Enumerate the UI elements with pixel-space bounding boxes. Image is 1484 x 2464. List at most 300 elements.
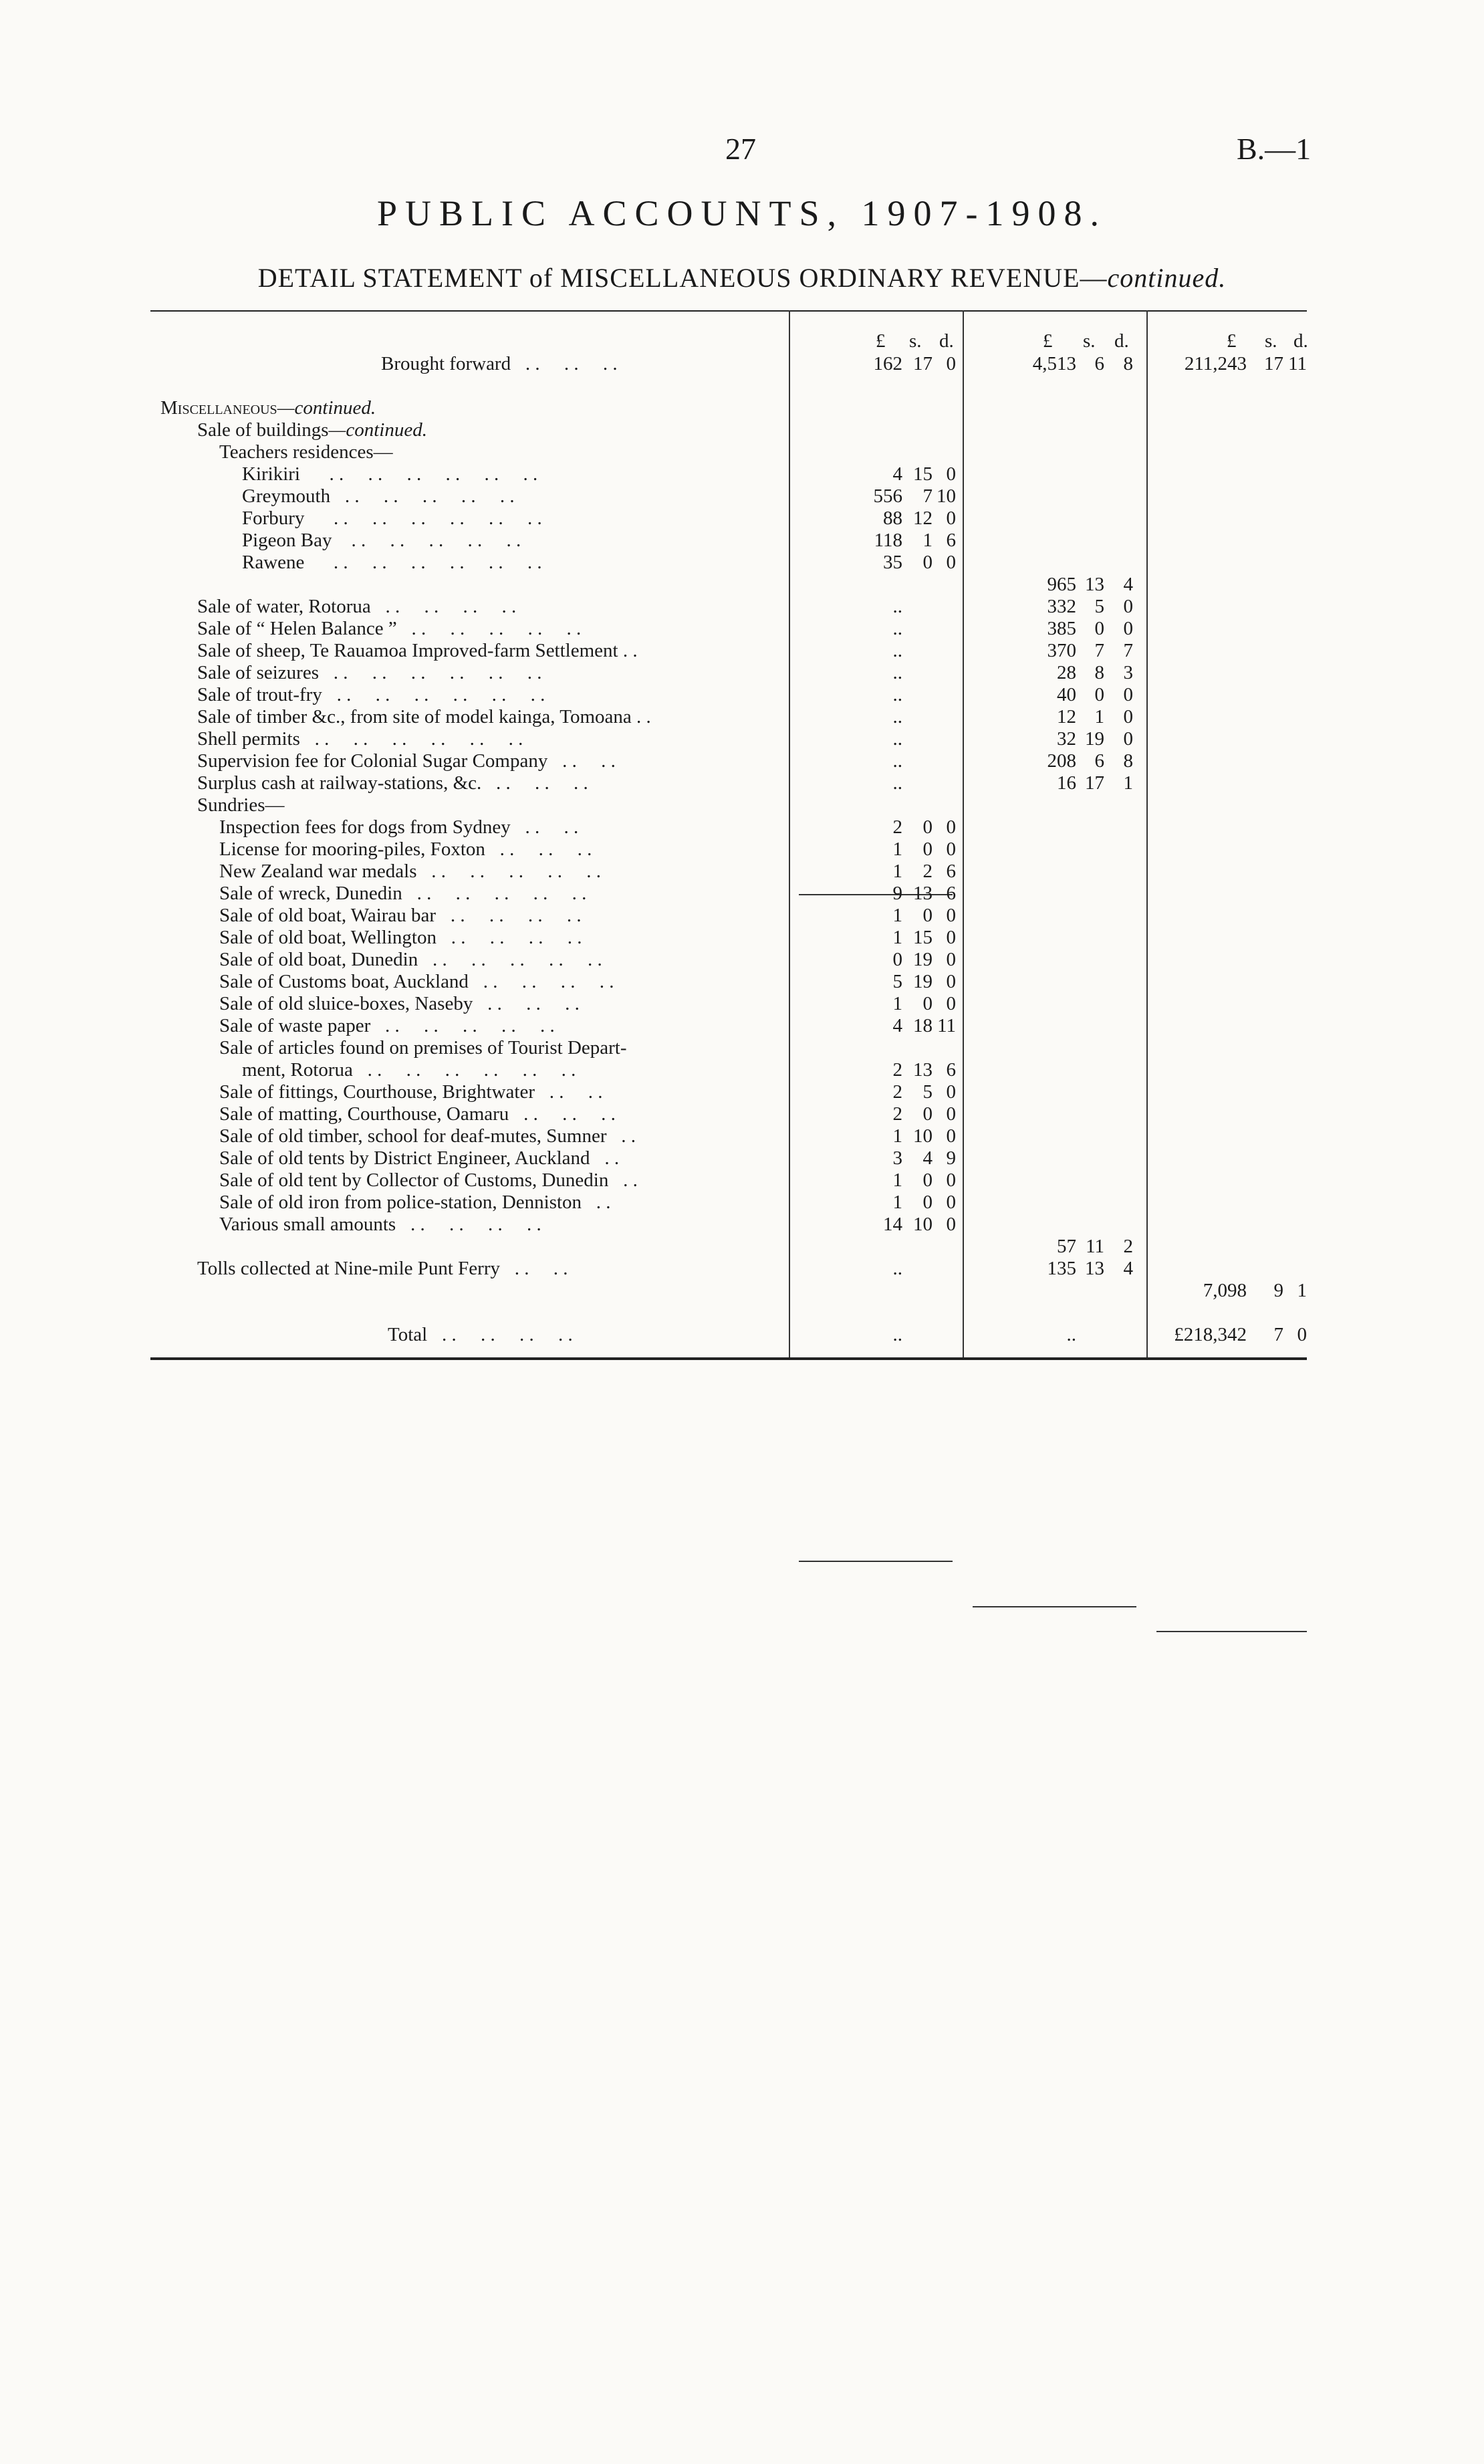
c1-pence: 0 [946, 508, 956, 529]
c1-shillings: 0 [922, 838, 933, 860]
c1-shillings: 19 [913, 949, 933, 970]
c1-shillings: 0 [922, 993, 933, 1014]
description-text: Supervision fee for Colonial Sugar Company [197, 750, 548, 772]
c1-pence: 0 [946, 463, 956, 485]
c1-shillings: 10 [913, 1214, 933, 1235]
leader-dots: . . . . . . [511, 353, 618, 374]
c3-shillings: 9 [1273, 1280, 1283, 1301]
row-description [219, 816, 578, 838]
row-description [219, 1015, 555, 1037]
c1-shillings: 0 [922, 816, 933, 838]
c2-pence: 0 [1123, 618, 1133, 639]
ledger-row [150, 684, 1307, 706]
c2-pence: 3 [1123, 662, 1133, 683]
c1-pounds: 2 [892, 1059, 902, 1081]
c1-pence: 6 [946, 861, 956, 882]
c3-shillings: 7 [1273, 1324, 1283, 1345]
c1-pounds: 2 [892, 1103, 902, 1125]
ledger-row [150, 1147, 1307, 1169]
ledger-row [150, 574, 1307, 596]
description-text: Sale of old iron from police-station, Denniston [219, 1192, 582, 1213]
ledger-row [150, 905, 1307, 927]
leader-dots: . . . . . . . . . . . . [304, 552, 542, 573]
ledger-row [150, 861, 1307, 883]
c2-shillings: 0 [1094, 618, 1104, 639]
description-text: Inspection fees for dogs from Sydney [219, 816, 511, 838]
ledger-row [150, 441, 1307, 463]
ledger-row [150, 772, 1307, 794]
ledger-row [150, 485, 1307, 508]
row-description [197, 596, 516, 618]
leader-dots: . . . . [510, 816, 579, 838]
continued-label: —continued. [277, 397, 376, 419]
c1-pounds: 88 [883, 508, 902, 529]
c3-pence: 1 [1297, 1280, 1307, 1301]
c1-pounds: 1 [892, 1192, 902, 1213]
description-text: Sale of old boat, Dunedin [219, 949, 418, 970]
ledger-row [150, 706, 1307, 728]
leader-dots: . . . . . . . . . . . . [319, 662, 542, 683]
leader-dots: . . . . . . . . . . [402, 883, 587, 904]
row-description [219, 971, 614, 993]
col1-header-shilling: s. [909, 330, 922, 352]
subtitle-main: DETAIL STATEMENT of MISCELLANEOUS ORDINARY REVENUE— [257, 263, 1108, 293]
c1-shillings: 2 [922, 861, 933, 882]
row-description [197, 1258, 568, 1280]
row-description [242, 552, 542, 574]
ledger-row [150, 838, 1307, 861]
c2-shillings: 13 [1085, 574, 1104, 595]
c1-pounds: 2 [892, 816, 902, 838]
c2-pence: 2 [1123, 1236, 1133, 1257]
c1-pence: 0 [946, 971, 956, 992]
c1-pounds: 1 [892, 927, 902, 948]
c1-shillings: 12 [913, 508, 933, 529]
c1-shillings: 0 [922, 1169, 933, 1191]
leader-dots: . . . . . . . . [427, 1324, 573, 1345]
ledger-row [150, 1059, 1307, 1081]
leader-dots: . . . . . . . . . . . . [300, 463, 538, 485]
c1-shillings: 13 [913, 883, 933, 904]
c2-shillings: 0 [1094, 684, 1104, 705]
revenue-table [150, 310, 1307, 1360]
c2-shillings: 19 [1085, 728, 1104, 750]
description-text: Greymouth [242, 485, 331, 507]
ledger-row [150, 1015, 1307, 1037]
col2-header-pence: d. [1114, 330, 1129, 352]
c1-pounds: .. [892, 618, 902, 639]
c2-shillings: 8 [1094, 662, 1104, 683]
c1-pounds: 2 [892, 1081, 902, 1103]
row-description [197, 706, 651, 728]
ledger-row [150, 1214, 1307, 1236]
leader-dots: . . . . . . . . . . [396, 618, 582, 639]
c1-pence: 0 [946, 1103, 956, 1125]
c1-pounds: 14 [883, 1214, 902, 1235]
c1-pounds: 1 [892, 861, 902, 882]
row-description [219, 927, 582, 949]
row-description [160, 397, 376, 419]
c1-shillings: 0 [922, 1103, 933, 1125]
c2-shillings: 6 [1094, 750, 1104, 772]
subtotal-rule-4 [1156, 1631, 1307, 1632]
row-description [219, 1169, 638, 1192]
c1-pence: 0 [946, 816, 956, 838]
c1-pence: 0 [946, 1169, 956, 1191]
leader-dots: . . . . . . . . . . . . [322, 684, 545, 705]
row-description [219, 1125, 636, 1147]
c1-pence: 0 [946, 1125, 956, 1147]
c1-pounds: .. [892, 662, 902, 683]
col3-header-pound: £ [1227, 330, 1237, 352]
c1-pounds: .. [892, 1258, 902, 1279]
c1-pounds: 5 [892, 971, 902, 992]
description-text: Surplus cash at railway-stations, &c. [197, 772, 482, 794]
leader-dots: . . [606, 1125, 636, 1147]
c1-pounds: .. [892, 750, 902, 772]
c1-shillings: 15 [913, 463, 933, 485]
description-text: Sale of trout-fry [197, 684, 322, 705]
table-top-rule [150, 310, 1307, 312]
leader-dots: . . . . . . . . [436, 905, 582, 926]
c1-pounds: 556 [873, 485, 902, 507]
c2-pounds: 57 [1057, 1236, 1076, 1257]
description-text: New Zealand war medals [219, 861, 417, 882]
leader-dots: . . . . . . . . . . [330, 485, 515, 507]
section-heading: Miscellaneous [160, 397, 277, 419]
description-text: Total [388, 1324, 428, 1345]
c2-pence: 4 [1123, 574, 1133, 595]
leader-dots: . . [608, 1169, 638, 1191]
description-text: Sundries— [197, 794, 285, 816]
leader-dots: . . . . . . . . . . [416, 861, 602, 882]
ledger-row [150, 971, 1307, 993]
c2-pence: 0 [1123, 706, 1133, 727]
c1-shillings: 0 [922, 905, 933, 926]
row-description [197, 640, 638, 662]
c1-shillings: 18 [913, 1015, 933, 1036]
c1-pence: 0 [946, 905, 956, 926]
row-description [197, 684, 545, 706]
leader-dots: . . [582, 1192, 611, 1213]
leader-dots: . . . . . . . . . . . . [299, 728, 523, 750]
ledger-row [150, 419, 1307, 441]
c3-pence: 11 [1288, 353, 1307, 374]
c2-pounds: 40 [1057, 684, 1076, 705]
row-description [219, 861, 601, 883]
c1-pence: 6 [946, 530, 956, 551]
c2-pence: 0 [1123, 684, 1133, 705]
c2-pence: 1 [1123, 772, 1133, 794]
row-description [197, 772, 588, 794]
row-description [242, 1059, 576, 1081]
row-description [197, 794, 285, 816]
c1-pence: 0 [946, 838, 956, 860]
c2-shillings: 6 [1094, 353, 1104, 374]
ledger-row [150, 1258, 1307, 1280]
description-text: Sale of old sluice-boxes, Naseby [219, 993, 473, 1014]
description-text: Sale of matting, Courthouse, Oamaru [219, 1103, 509, 1125]
ledger-row [150, 1169, 1307, 1192]
col1-header-pound: £ [876, 330, 886, 352]
row-description [219, 838, 592, 861]
leader-dots: . . . . . . . . . . [370, 1015, 555, 1036]
row-description [219, 949, 602, 971]
leader-dots: . . . . [535, 1081, 603, 1103]
description-text: Sale of buildings [197, 419, 329, 441]
page-title: PUBLIC ACCOUNTS, 1907-1908. [376, 193, 1108, 233]
c1-pounds: 3 [892, 1147, 902, 1169]
c1-pounds: 9 [892, 883, 902, 904]
row-description [242, 485, 515, 508]
description-text: ment, Rotorua [242, 1059, 353, 1081]
c1-pence: 0 [946, 993, 956, 1014]
ledger-row [150, 993, 1307, 1015]
c1-shillings: 10 [913, 1125, 933, 1147]
c2-pounds: 16 [1057, 772, 1076, 794]
c2-pounds: 965 [1047, 574, 1076, 595]
ledger-row [150, 949, 1307, 971]
description-text: Sale of Customs boat, Auckland [219, 971, 469, 992]
ledger-row [150, 750, 1307, 772]
statement-subtitle [0, 262, 1484, 294]
c1-pence: 0 [946, 949, 956, 970]
c1-pounds: 35 [883, 552, 902, 573]
c1-shillings: 0 [922, 552, 933, 573]
description-text: Sale of water, Rotorua [197, 596, 371, 617]
col3-header-pence: d. [1293, 330, 1308, 352]
c1-pounds: 1 [892, 905, 902, 926]
description-text: Pigeon Bay [242, 530, 332, 551]
ledger-row [150, 794, 1307, 816]
leader-dots: . . . . . . [481, 772, 588, 794]
description-text: Sale of old boat, Wellington [219, 927, 437, 948]
row-description [242, 530, 521, 552]
c2-pence: 0 [1123, 596, 1133, 617]
ledger-row [150, 397, 1307, 419]
leader-dots: . . . . . . . . . . . . [304, 508, 542, 529]
ledger-row [150, 728, 1307, 750]
ledger-row [150, 816, 1307, 838]
description-text: Sale of fittings, Courthouse, Brightwater [219, 1081, 535, 1103]
ledger-row [150, 596, 1307, 618]
row-description [242, 463, 537, 485]
c1-pounds: 1 [892, 1169, 902, 1191]
c1-shillings: 0 [922, 1192, 933, 1213]
c2-shillings: 7 [1094, 640, 1104, 661]
c1-pounds: .. [892, 596, 902, 617]
c2-pounds: 12 [1057, 706, 1076, 727]
col2-header-shilling: s. [1083, 330, 1096, 352]
c2-shillings: 13 [1085, 1258, 1104, 1279]
ledger-row [150, 883, 1307, 905]
description-text: Sale of timber &c., from site of model kainga, Tomoana . . [197, 706, 651, 727]
ledger-row [150, 640, 1307, 662]
leader-dots: . . . . . . . . . . . . [352, 1059, 576, 1081]
leader-dots: . . . . . . [473, 993, 580, 1014]
c2-shillings: 5 [1094, 596, 1104, 617]
table-bottom-rule [150, 1357, 1307, 1360]
c1-pence: 0 [946, 552, 956, 573]
description-text: Tolls collected at Nine-mile Punt Ferry [197, 1258, 500, 1279]
ledger-row [150, 1103, 1307, 1125]
c1-pence: 0 [946, 1081, 956, 1103]
c1-pence: 9 [946, 1147, 956, 1169]
description-text: Teachers residences— [219, 441, 393, 463]
leader-dots: . . . . . . . . [396, 1214, 541, 1235]
ledger-row [150, 1125, 1307, 1147]
c2-shillings: 11 [1086, 1236, 1104, 1257]
leader-dots: . . . . . . [485, 838, 592, 860]
row-description [219, 905, 582, 927]
row-description [219, 1037, 627, 1059]
c2-pounds: 370 [1047, 640, 1076, 661]
description-text: Various small amounts [219, 1214, 396, 1235]
c3-pounds: 7,098 [1203, 1280, 1247, 1301]
c1-shillings: 1 [922, 530, 933, 551]
row-description [242, 508, 542, 530]
row-description [219, 1214, 541, 1236]
c1-pounds: .. [892, 772, 902, 794]
c3-pounds: £218,342 [1174, 1324, 1247, 1345]
c1-shillings: 13 [913, 1059, 933, 1081]
c1-pence: 6 [946, 1059, 956, 1081]
description-text: Shell permits [197, 728, 300, 750]
ledger-row [150, 1236, 1307, 1258]
description-text: License for mooring-piles, Foxton [219, 838, 485, 860]
ledger-row [150, 927, 1307, 949]
subtotal-rule-2 [799, 1561, 953, 1562]
c2-pence: 4 [1123, 1258, 1133, 1279]
c2-shillings: 1 [1094, 706, 1104, 727]
c2-pence: 8 [1123, 750, 1133, 772]
ledger-row [150, 1081, 1307, 1103]
ledger-row [150, 1037, 1307, 1059]
description-text: Sale of old boat, Wairau bar [219, 905, 437, 926]
c2-pounds: 32 [1057, 728, 1076, 750]
c2-pounds: 4,513 [1032, 353, 1076, 374]
description-text: Kirikiri [242, 463, 300, 485]
leader-dots: . . . . . . . . . . [332, 530, 521, 551]
row-description [219, 883, 586, 905]
row-description [197, 419, 427, 441]
c3-pounds: 211,243 [1184, 353, 1247, 374]
row-description [219, 441, 393, 463]
description-text: Sale of wreck, Dunedin [219, 883, 402, 904]
description-text: Rawene [242, 552, 305, 573]
c2-shillings: 17 [1085, 772, 1104, 794]
c1-pounds: 1 [892, 1125, 902, 1147]
c2-pounds: 385 [1047, 618, 1076, 639]
ledger-row [150, 1324, 1307, 1346]
ledger-row [150, 618, 1307, 640]
ledger-row [150, 508, 1307, 530]
c2-pounds: 332 [1047, 596, 1076, 617]
description-text: Sale of “ Helen Balance ” [197, 618, 397, 639]
ledger-row [150, 552, 1307, 574]
col1-header-pence: d. [939, 330, 954, 352]
c1-pounds: .. [892, 728, 902, 750]
c2-pence: 7 [1123, 640, 1133, 661]
c3-pence: 0 [1297, 1324, 1307, 1345]
leader-dots: . . . . [547, 750, 616, 772]
c1-shillings: 19 [913, 971, 933, 992]
row-description [219, 993, 580, 1015]
c1-pounds: 4 [892, 1015, 902, 1036]
c1-pence: 10 [937, 485, 956, 507]
ledger-row [150, 375, 1307, 397]
c1-pence: 0 [946, 1192, 956, 1213]
c1-pence: 0 [946, 1214, 956, 1235]
c1-pence: 0 [946, 927, 956, 948]
leader-dots: . . . . . . [509, 1103, 616, 1125]
c1-pounds: 4 [892, 463, 902, 485]
c1-shillings: 4 [922, 1147, 933, 1169]
c1-pence: 0 [946, 353, 956, 374]
description-text: Brought forward [381, 353, 511, 374]
c1-pence: 6 [946, 883, 956, 904]
c2-pounds: 135 [1047, 1258, 1076, 1279]
c1-shillings: 7 [922, 485, 933, 507]
c3-shillings: 17 [1264, 353, 1283, 374]
leader-dots: . . . . [500, 1258, 568, 1279]
ledger-row [150, 1280, 1307, 1302]
c1-pounds: .. [892, 706, 902, 727]
c1-shillings: 5 [922, 1081, 933, 1103]
description-text: Sale of waste paper [219, 1015, 371, 1036]
page-number: 27 [725, 132, 756, 166]
leader-dots: . . . . . . . . [468, 971, 614, 992]
continued-label: —continued. [328, 419, 427, 441]
ledger-row [150, 662, 1307, 684]
row-description [219, 1081, 603, 1103]
description-text: Sale of sheep, Te Rauamoa Improved-farm Settlement . . [197, 640, 638, 661]
c1-pounds: 162 [873, 353, 902, 374]
col2-header-pound: £ [1043, 330, 1053, 352]
row-description [219, 1192, 611, 1214]
c1-pounds: 1 [892, 993, 902, 1014]
page-reference: B.—1 [1237, 132, 1312, 166]
col3-header-shilling: s. [1265, 330, 1277, 352]
row-description [219, 1147, 619, 1169]
ledger-row [150, 530, 1307, 552]
ledger-row [150, 463, 1307, 485]
leader-dots: . . . . . . . . [436, 927, 582, 948]
c2-pence: 0 [1123, 728, 1133, 750]
description-text: Sale of old tent by Collector of Customs, Dunedin [219, 1169, 609, 1191]
description-text: Sale of seizures [197, 662, 319, 683]
description-text: Forbury [242, 508, 305, 529]
c1-pounds: 1 [892, 838, 902, 860]
c2-pounds: 208 [1047, 750, 1076, 772]
ledger-row [150, 1302, 1307, 1324]
ledger-row [150, 353, 1307, 375]
subtotal-rule-3 [973, 1606, 1136, 1607]
row-description [197, 750, 616, 772]
leader-dots: . . . . . . . . . . [418, 949, 602, 970]
row-description [197, 728, 523, 750]
row-description [381, 353, 618, 375]
subtitle-continued: continued. [1107, 263, 1227, 293]
description-text: Sale of articles found on premises of Tourist Depart- [219, 1037, 627, 1058]
row-description [197, 618, 581, 640]
row-description [197, 662, 542, 684]
c2-pence: 8 [1123, 353, 1133, 374]
leader-dots: . . . . . . . . [370, 596, 517, 617]
c1-pounds: .. [892, 684, 902, 705]
c1-shillings: 15 [913, 927, 933, 948]
row-description [219, 1103, 616, 1125]
